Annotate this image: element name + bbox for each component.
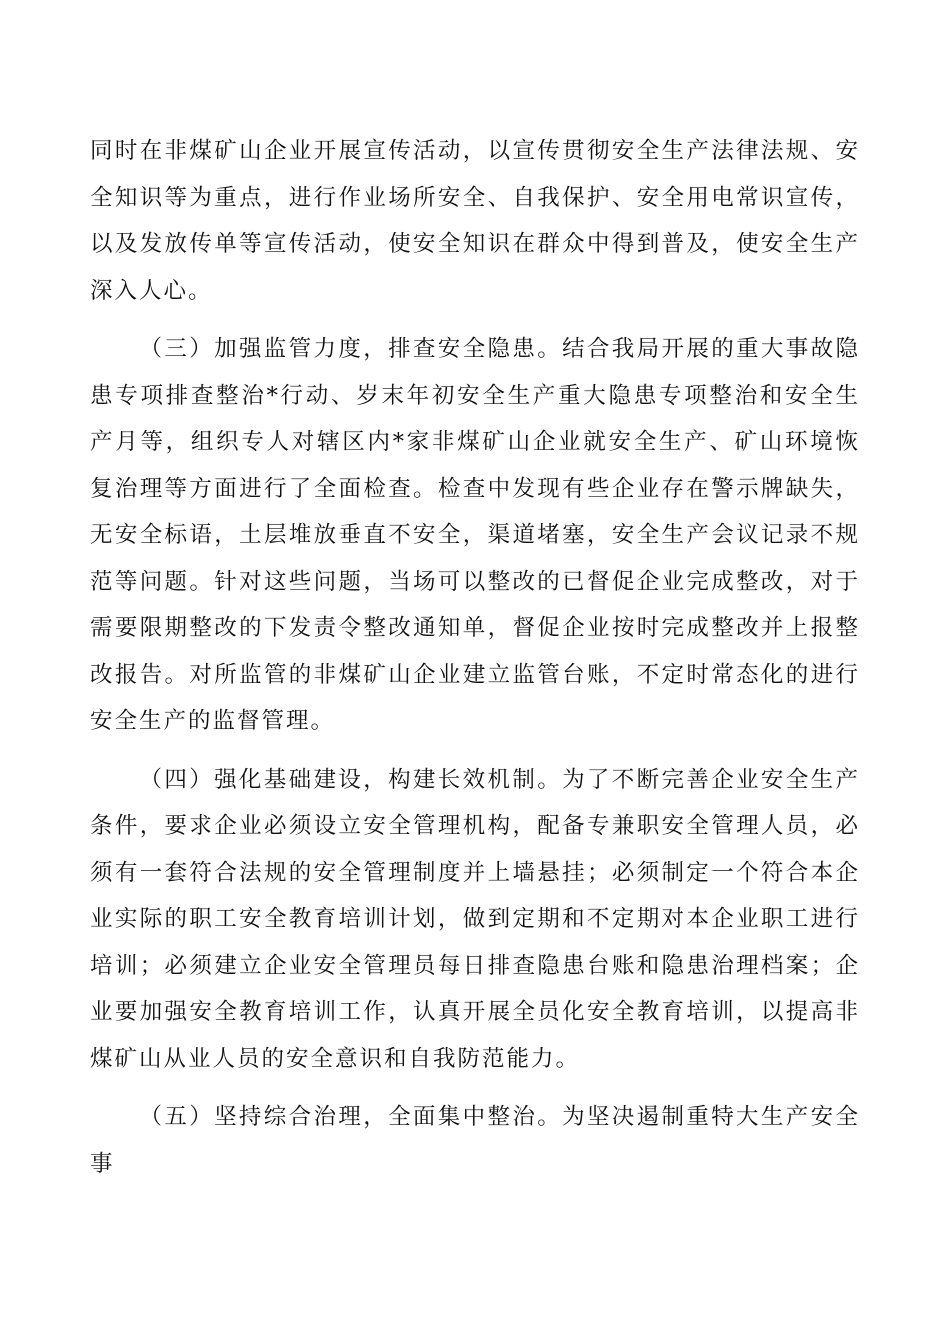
paragraph-section-5: （五）坚持综合治理，全面集中整治。为坚决遏制重特大生产安全事	[90, 1104, 860, 1177]
paragraph-section-4: （四）强化基础建设，构建长效机制。为了不断完善企业安全生产条件，要求企业必须设立安全管理机构，配备专兼职安全管理人员，必须有一套符合法规的安全管理制度并上墙悬挂；必须制定一个符合本企业实际的职工安全教育培训计划，做到定期和不定期对本企业职工进行培训；必须建立企业安全管理员每日排查隐患台账和隐患治理档案；企业要加强安全教育培训工作，认真开展全员化安全教育培训，以提高非煤矿山从业人员的安全意识和自我防范能力。	[90, 766, 860, 1072]
document-body	[90, 128, 860, 1199]
paragraph-section-3: （三）加强监管力度，排查安全隐患。结合我局开展的重大事故隐患专项排查整治*行动、岁末年初安全生产重大隐患专项整治和安全生产月等，组织专人对辖区内*家非煤矿山企业就安全生产、矿山环境恢复治理等方面进行了全面检查。检查中发现有些企业存在警示牌缺失，无安全标语，土层堆放垂直不安全，渠道堵塞，安全生产会议记录不规范等问题。针对这些问题，当场可以整改的已督促企业完成整改，对于需要限期整改的下发责令整改通知单，督促企业按时完成整改并上报整改报告。对所监管的非煤矿山企业建立监管台账，不定时常态化的进行安全生产的监督管理。	[90, 336, 860, 734]
paragraph-continuation: 同时在非煤矿山企业开展宣传活动，以宣传贯彻安全生产法律法规、安全知识等为重点，进行作业场所安全、自我保护、安全用电常识宣传，以及发放传单等宣传活动，使安全知识在群众中得到普及，使安全生产深入人心。	[90, 138, 860, 304]
